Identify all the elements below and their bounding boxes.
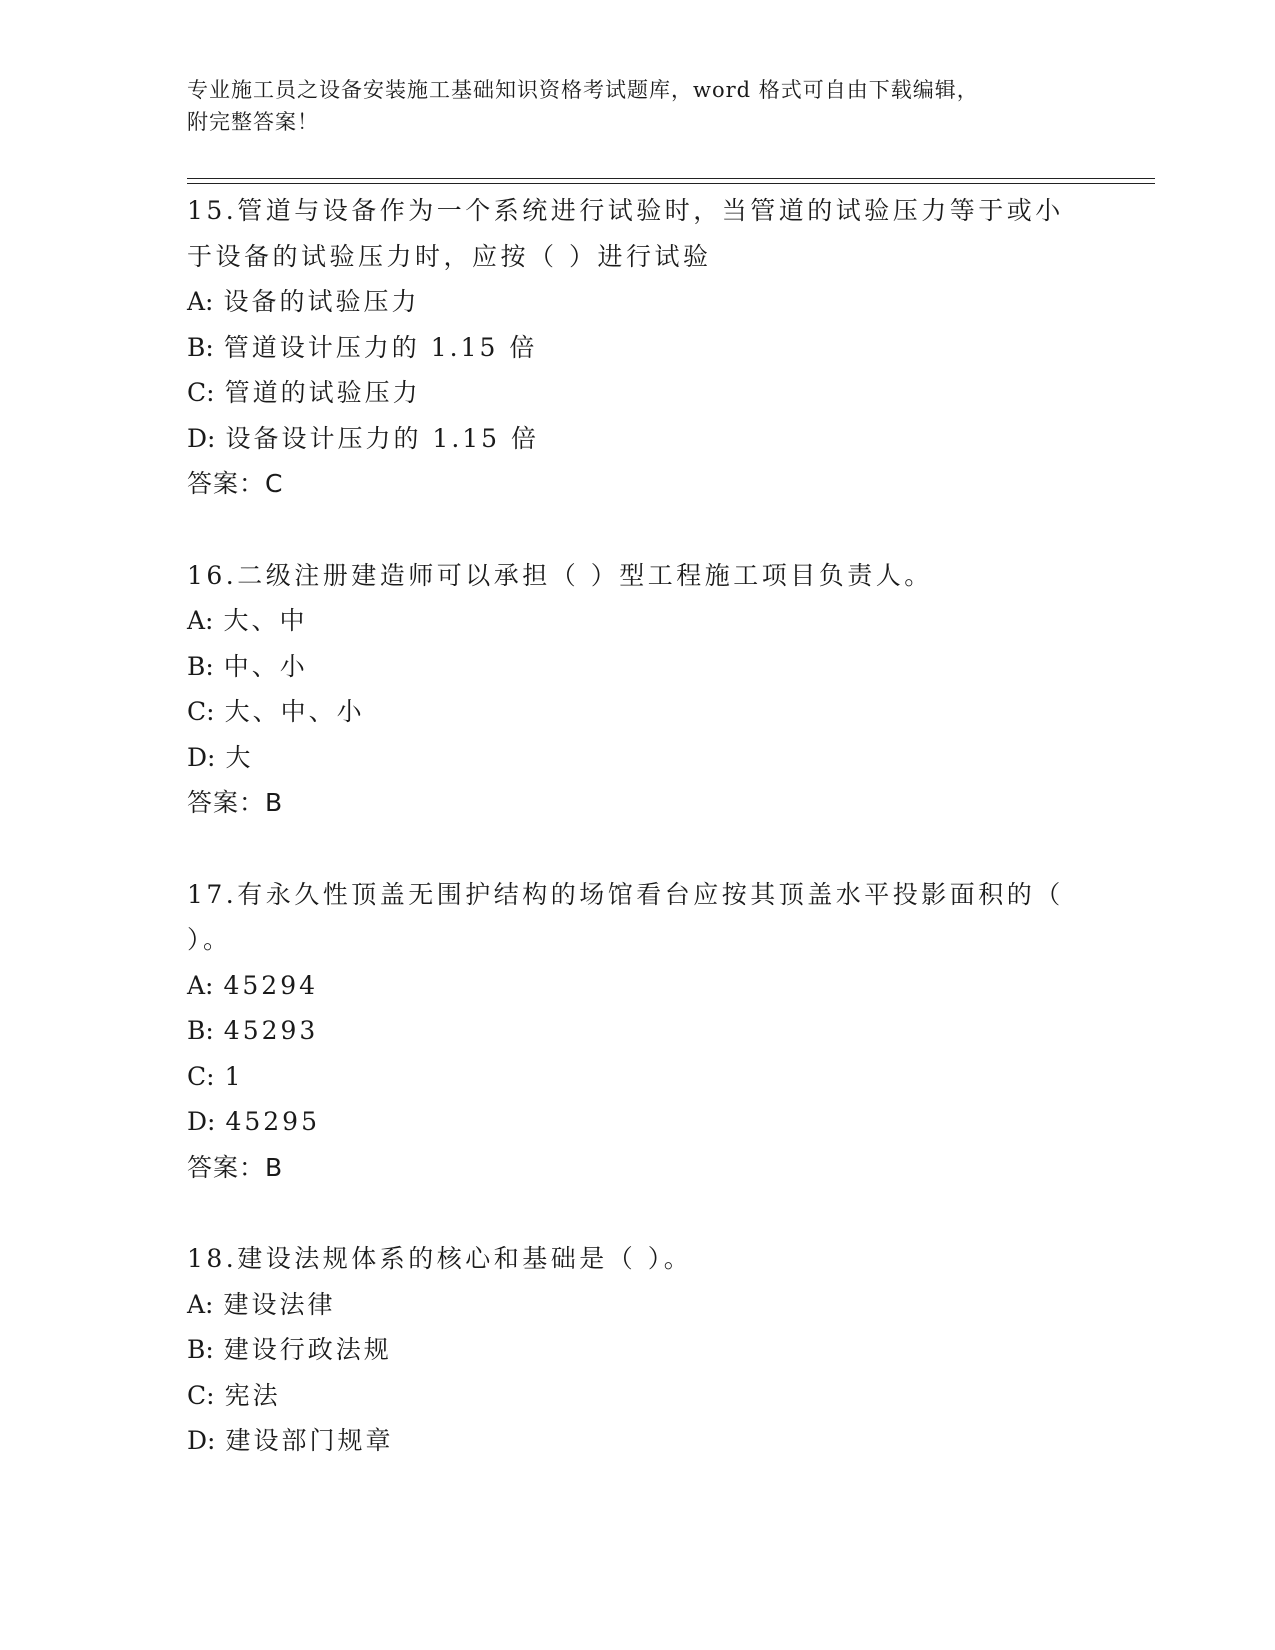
option-key: B: [187, 651, 214, 681]
option-b [187, 1008, 1087, 1054]
option-d [187, 1099, 1087, 1145]
option-text: 45294 [223, 970, 319, 1000]
option-text: 建设部门规章 [225, 1426, 394, 1455]
question-18 [187, 1236, 1087, 1464]
option-c [187, 370, 1087, 416]
option-key: C: [187, 697, 215, 726]
header-rule-top [187, 178, 1155, 179]
option-key: C: [187, 378, 215, 407]
option-key: D: [187, 742, 216, 772]
option-text: 大、中、小 [224, 697, 365, 726]
option-key: C: [187, 1061, 215, 1091]
question-17 [187, 872, 1087, 1191]
header-line-1: 专业施工员之设备安装施工基础知识资格考试题库，word 格式可自由下载编辑， [187, 78, 979, 102]
option-text: 大 [225, 742, 254, 772]
option-key: D: [187, 1107, 216, 1136]
option-b [187, 325, 1087, 371]
option-d [187, 416, 1087, 462]
question-stem-line-1: 15.管道与设备作为一个系统进行试验时，当管道的试验压力等于或小 [187, 196, 1064, 225]
option-key: C: [187, 1380, 215, 1410]
option-d [187, 735, 1087, 781]
question-stem-line-2: 于设备的试验压力时，应按（ ）进行试验 [187, 241, 712, 271]
option-key: A: [187, 287, 214, 316]
option-text: 管道的试验压力 [224, 378, 421, 407]
header-line-2: 附完整答案！ [187, 110, 319, 134]
option-key: A: [187, 970, 214, 1000]
question-list [187, 188, 1087, 1510]
option-key: B: [187, 332, 214, 362]
option-key: A: [187, 1289, 214, 1319]
option-key: A: [187, 606, 214, 635]
option-key: D: [187, 423, 216, 453]
question-stem-line-2: ）。 [187, 925, 232, 954]
document-header [187, 74, 1067, 138]
answer-line: 答案：C [187, 469, 284, 498]
option-d [187, 1418, 1087, 1464]
question-16 [187, 553, 1087, 826]
option-key: B: [187, 1335, 214, 1364]
answer-line: 答案：B [187, 1152, 284, 1182]
option-c [187, 1373, 1087, 1419]
header-rule-bottom [187, 183, 1155, 184]
option-text: 45295 [225, 1107, 320, 1136]
option-c [187, 689, 1087, 735]
option-text: 1 [224, 1061, 244, 1091]
option-text: 中、小 [223, 651, 308, 681]
option-a [187, 963, 1087, 1009]
option-text: 建设法律 [223, 1289, 336, 1319]
question-stem-line-1: 16.二级注册建造师可以承担（ ）型工程施工项目负责人。 [187, 560, 933, 590]
option-a [187, 1282, 1087, 1328]
option-b [187, 644, 1087, 690]
option-b [187, 1327, 1087, 1373]
option-text: 设备的试验压力 [223, 287, 420, 316]
question-15 [187, 188, 1087, 507]
option-text: 建设行政法规 [223, 1335, 392, 1364]
option-text: 设备设计压力的 1.15 倍 [225, 423, 540, 453]
option-key: D: [187, 1426, 216, 1455]
option-c [187, 1054, 1087, 1100]
option-text: 宪法 [224, 1380, 281, 1410]
option-text: 管道设计压力的 1.15 倍 [223, 332, 538, 362]
question-stem-line-1: 18.建设法规体系的核心和基础是（ ）。 [187, 1244, 693, 1273]
option-text: 45293 [223, 1016, 319, 1045]
option-key: B: [187, 1016, 214, 1045]
question-stem-line-1: 17.有永久性顶盖无围护结构的场馆看台应按其顶盖水平投影面积的（ [187, 879, 1064, 909]
option-text: 大、中 [223, 606, 308, 635]
answer-line: 答案：B [187, 788, 284, 817]
option-a [187, 598, 1087, 644]
option-a [187, 279, 1087, 325]
